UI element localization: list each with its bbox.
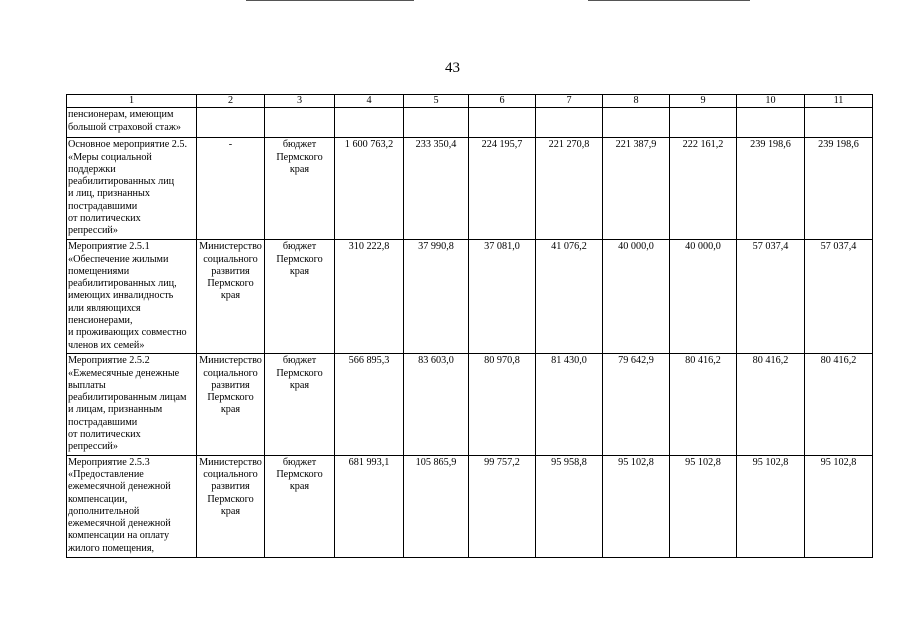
responsible-executor: Министерство социального развития Пермского края	[197, 455, 265, 557]
amount-cell: 233 350,4	[404, 138, 469, 240]
responsible-executor: Министерство социального развития Пермского края	[197, 240, 265, 354]
column-header: 6	[469, 95, 536, 108]
activity-name: Мероприятие 2.5.2 «Ежемесячные денежные выплаты реабилитированным лицам и лицам, признанным пострадавшими от политических репрессий»	[67, 354, 197, 455]
amount-cell: 79 642,9	[603, 354, 670, 455]
amount-cell: 80 416,2	[805, 354, 873, 455]
amount-cell: 221 270,8	[536, 138, 603, 240]
amount-cell: 80 416,2	[737, 354, 805, 455]
table-row	[67, 354, 873, 455]
amount-cell: 57 037,4	[737, 240, 805, 354]
amount-cell: 95 958,8	[536, 455, 603, 557]
amount-cell	[536, 108, 603, 138]
activity-name: Мероприятие 2.5.3 «Предоставление ежемесячной денежной компенсации, дополнительной ежемесячной денежной компенсации на оплату жилого помещения,	[67, 455, 197, 557]
amount-cell: 83 603,0	[404, 354, 469, 455]
amount-cell: 681 993,1	[335, 455, 404, 557]
funding-source: бюджет Пермского края	[265, 354, 335, 455]
activity-name: Основное мероприятие 2.5. «Меры социальной поддержки реабилитированных лиц и лиц, признанных пострадавшими от политических репрессий»	[67, 138, 197, 240]
responsible-executor: Министерство социального развития Пермского края	[197, 354, 265, 455]
amount-cell: 310 222,8	[335, 240, 404, 354]
amount-cell: 222 161,2	[670, 138, 737, 240]
scan-edge-line	[588, 0, 750, 1]
table-row	[67, 240, 873, 354]
amount-cell: 224 195,7	[469, 138, 536, 240]
funding-source: бюджет Пермского края	[265, 455, 335, 557]
activity-name: пенсионерам, имеющим большой страховой стаж»	[67, 108, 197, 138]
column-header: 4	[335, 95, 404, 108]
amount-cell: 37 081,0	[469, 240, 536, 354]
responsible-executor: -	[197, 138, 265, 240]
amount-cell: 1 600 763,2	[335, 138, 404, 240]
amount-cell: 95 102,8	[603, 455, 670, 557]
table-row	[67, 108, 873, 138]
amount-cell: 95 102,8	[670, 455, 737, 557]
amount-cell: 239 198,6	[805, 138, 873, 240]
funding-source: бюджет Пермского края	[265, 240, 335, 354]
responsible-executor	[197, 108, 265, 138]
column-header: 1	[67, 95, 197, 108]
amount-cell: 566 895,3	[335, 354, 404, 455]
amount-cell: 40 000,0	[670, 240, 737, 354]
column-header: 7	[536, 95, 603, 108]
column-header: 2	[197, 95, 265, 108]
table-row	[67, 455, 873, 557]
amount-cell	[737, 108, 805, 138]
amount-cell: 99 757,2	[469, 455, 536, 557]
amount-cell: 95 102,8	[737, 455, 805, 557]
column-header: 8	[603, 95, 670, 108]
column-number-row	[67, 95, 873, 108]
amount-cell	[469, 108, 536, 138]
amount-cell: 37 990,8	[404, 240, 469, 354]
amount-cell: 41 076,2	[536, 240, 603, 354]
amount-cell: 80 416,2	[670, 354, 737, 455]
amount-cell	[404, 108, 469, 138]
amount-cell: 95 102,8	[805, 455, 873, 557]
column-header: 11	[805, 95, 873, 108]
amount-cell: 81 430,0	[536, 354, 603, 455]
column-header: 5	[404, 95, 469, 108]
amount-cell: 57 037,4	[805, 240, 873, 354]
amount-cell: 105 865,9	[404, 455, 469, 557]
amount-cell: 239 198,6	[737, 138, 805, 240]
scan-edge-line	[246, 0, 414, 1]
column-header: 3	[265, 95, 335, 108]
amount-cell	[805, 108, 873, 138]
amount-cell	[603, 108, 670, 138]
activity-name: Мероприятие 2.5.1 «Обеспечение жилыми помещениями реабилитированных лиц, имеющих инвалидность или являющихся пенсионерами, и проживающих совместно членов их семей»	[67, 240, 197, 354]
amount-cell: 40 000,0	[603, 240, 670, 354]
amount-cell: 80 970,8	[469, 354, 536, 455]
funding-source	[265, 108, 335, 138]
amount-cell	[335, 108, 404, 138]
amount-cell: 221 387,9	[603, 138, 670, 240]
page-number: 43	[445, 60, 460, 76]
column-header: 10	[737, 95, 805, 108]
budget-table	[66, 94, 873, 558]
table-row	[67, 138, 873, 240]
amount-cell	[670, 108, 737, 138]
funding-source: бюджет Пермского края	[265, 138, 335, 240]
column-header: 9	[670, 95, 737, 108]
